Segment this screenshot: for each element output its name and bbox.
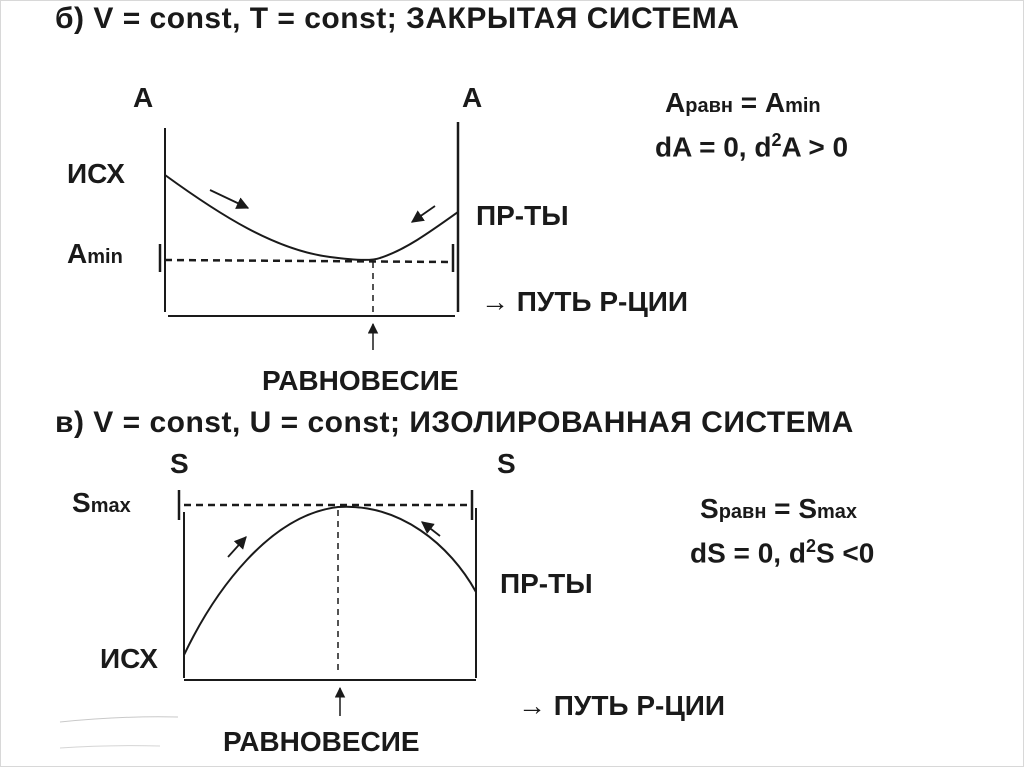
part-b-axis-left-label: A — [133, 82, 154, 113]
part-b-arrow-forward-icon — [210, 190, 248, 208]
part-b-min-dashed-line — [165, 260, 450, 262]
part-v-axis-right-label: S — [497, 448, 516, 479]
part-b-arrow-reverse-icon — [412, 206, 435, 222]
part-v-formula-sub-max: max — [817, 501, 858, 523]
part-b-equilibrium-label: РАВНОВЕСИЕ — [262, 365, 459, 396]
part-v-arrow-forward-icon — [228, 537, 246, 557]
part-b-products-label: ПР-ТЫ — [476, 200, 569, 231]
part-b-formula-d2a: A > 0 — [781, 131, 849, 163]
part-v-equilibrium-label: РАВНОВЕСИЕ — [223, 726, 420, 757]
part-b-formula-sub-ravn: равн — [685, 95, 733, 117]
part-b-formula-sub-min: min — [785, 95, 821, 117]
part-v-start-label: ИСХ — [100, 643, 158, 674]
part-v-path-label: → ПУТЬ Р-ЦИИ — [518, 690, 726, 721]
part-v-formula-ds: dS = 0, d — [690, 537, 806, 569]
part-b-min-label-main: A — [67, 238, 88, 269]
part-b-formula-a: A — [665, 87, 686, 118]
part-v-heading: в) V = const, U = const; ИЗОЛИРОВАННАЯ СИСТЕМА — [55, 406, 854, 439]
part-b-min-label-sub: min — [87, 246, 123, 268]
part-v-axis-left-label: S — [170, 448, 189, 479]
part-v-max-label-main: S — [72, 487, 91, 518]
part-b-axis-right-label: A — [462, 82, 483, 113]
part-b-formula-sup: 2 — [771, 130, 782, 150]
scan-smudge — [60, 717, 178, 722]
part-v-formula-s: S — [700, 493, 719, 524]
part-b-path-label: → ПУТЬ Р-ЦИИ — [481, 286, 689, 317]
part-v-formula-d2s: S <0 — [815, 537, 875, 569]
part-b-heading: б) V = const, T = const; ЗАКРЫТАЯ СИСТЕМА — [55, 2, 740, 35]
part-b-formula-da: dA = 0, d — [655, 131, 772, 163]
part-b-energy-curve — [165, 175, 458, 260]
part-v-formula-sub-ravn: равн — [718, 501, 767, 523]
part-v-products-label: ПР-ТЫ — [500, 568, 593, 599]
part-v-max-label-sub: max — [90, 495, 131, 517]
part-v-formula-sup: 2 — [805, 536, 816, 556]
part-b-formula-eq: = A — [732, 87, 786, 118]
scan-smudge — [60, 746, 160, 748]
part-b-start-label: ИСХ — [67, 158, 125, 189]
part-v-formula-eq: = S — [766, 493, 817, 524]
